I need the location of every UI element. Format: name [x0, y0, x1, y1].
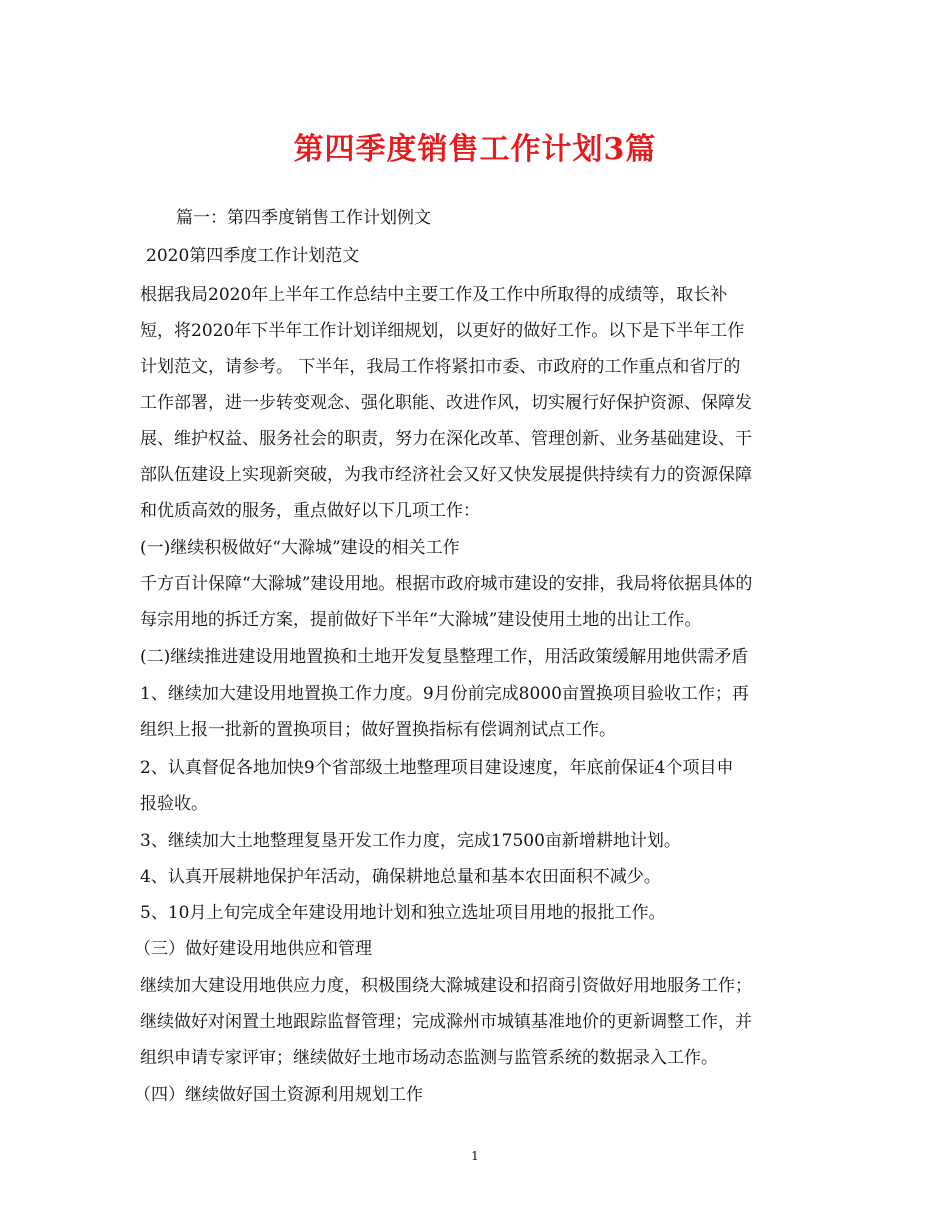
section-heading: (二)继续推进建设用地置换和土地开发复垦整理工作，用活政策缓解用地供需矛盾	[140, 647, 749, 667]
list-item: 3、继续加大土地整理复垦开发工作力度，完成17500亩新增耕地计划。	[140, 831, 681, 851]
paragraph-line: 每宗用地的拆迁方案，提前做好下半年“大滁城”建设使用土地的出让工作。	[140, 610, 702, 630]
paragraph-line: 展、维护权益、服务社会的职责，努力在深化改革、管理创新、业务基础建设、干	[140, 429, 752, 449]
paragraph-line: 部队伍建设上实现新突破，为我市经济社会又好又快发展提供持续有力的资源保障	[140, 465, 752, 485]
paragraph-line: 和优质高效的服务，重点做好以下几项工作：	[140, 501, 480, 521]
paragraph-line: 短，将2020年下半年工作计划详细规划，以更好的做好工作。以下是下半年工作	[140, 321, 745, 341]
page-number: 1	[471, 1149, 479, 1163]
section-heading: （四）继续做好国土资源利用规划工作	[134, 1085, 423, 1105]
document-title: 第四季度销售工作计划3篇	[293, 132, 657, 167]
paragraph-line: 千方百计保障“大滁城”建设用地。根据市政府城市建设的安排，我局将依据具体的	[140, 574, 753, 594]
list-item-continuation: 组织上报一批新的置换项目；做好置换指标有偿调剂试点工作。	[140, 720, 616, 740]
paragraph-line: 根据我局2020年上半年工作总结中主要工作及工作中所取得的成绩等，取长补	[140, 285, 728, 305]
list-item: 4、认真开展耕地保护年活动，确保耕地总量和基本农田面积不减少。	[140, 867, 661, 887]
section-heading: (一)继续积极做好“大滁城”建设的相关工作	[140, 538, 460, 558]
section-heading-part-one: 篇一：第四季度销售工作计划例文	[176, 208, 431, 228]
list-item: 5、10月上旬完成全年建设用地计划和独立选址项目用地的报批工作。	[140, 903, 666, 923]
list-item: 2、认真督促各地加快9个省部级土地整理项目建设速度，年底前保证4个项目申	[140, 758, 734, 778]
paragraph-line: 继续加大建设用地供应力度，积极围绕大滁城建设和招商引资做好用地服务工作；	[140, 976, 752, 996]
paragraph-line: 继续做好对闲置土地跟踪监督管理；完成滁州市城镇基准地价的更新调整工作，并	[140, 1012, 752, 1032]
paragraph-line: 计划范文，请参考。 下半年，我局工作将紧扣市委、市政府的工作重点和省厅的	[140, 357, 741, 377]
subheading: 2020第四季度工作计划范文	[146, 246, 360, 266]
paragraph-line: 工作部署，进一步转变观念、强化职能、改进作风，切实履行好保护资源、保障发	[140, 393, 752, 413]
list-item-continuation: 报验收。	[140, 794, 208, 814]
list-item: 1、继续加大建设用地置换工作力度。9月份前完成8000亩置换项目验收工作；再	[140, 684, 749, 704]
section-heading: （三）做好建设用地供应和管理	[134, 939, 372, 959]
paragraph-line: 组织申请专家评审；继续做好土地市场动态监测与监管系统的数据录入工作。	[140, 1048, 718, 1068]
